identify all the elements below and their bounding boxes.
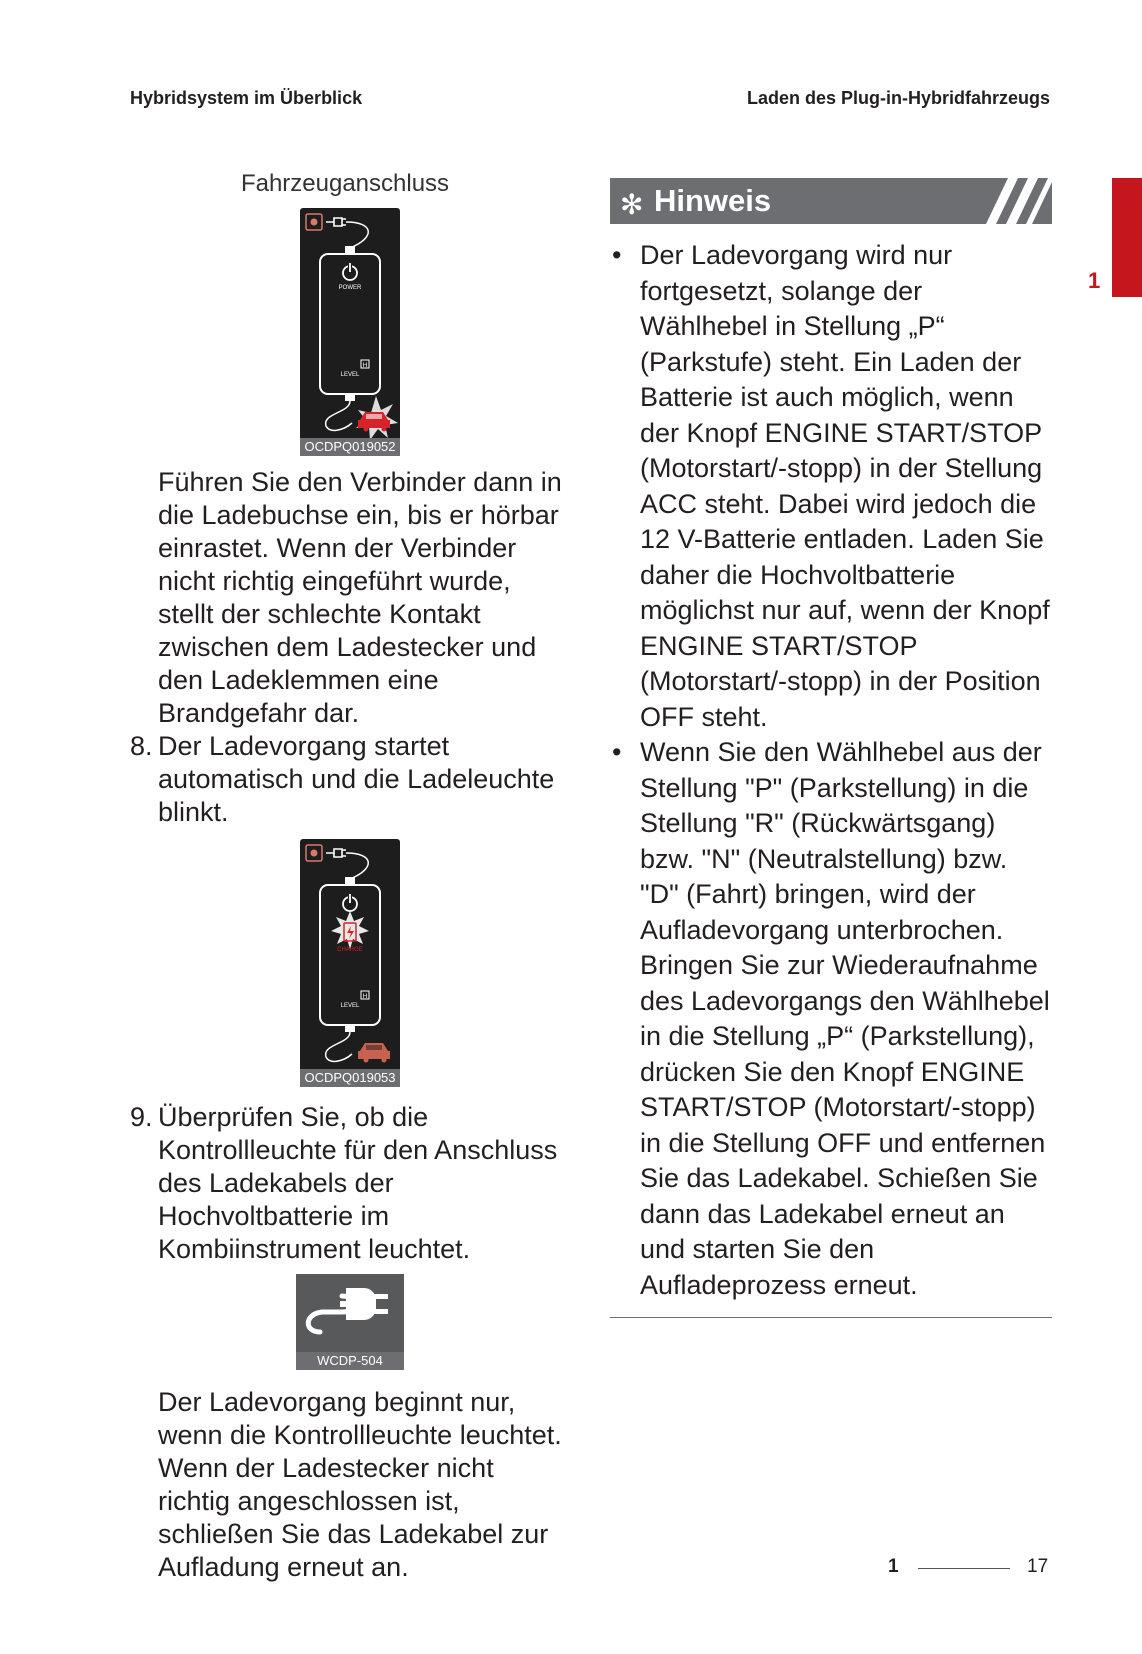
asterisk-icon: ✻ bbox=[620, 189, 644, 220]
note-header bbox=[610, 178, 1052, 224]
plug-icon bbox=[296, 1274, 404, 1352]
charge-label: CHARGE bbox=[337, 947, 363, 953]
note-bullet bbox=[610, 238, 1052, 735]
step-number: 8. bbox=[130, 731, 153, 761]
step-9 bbox=[130, 1101, 570, 1266]
page-number: 17 bbox=[1027, 1556, 1049, 1577]
charger-unit-illustration bbox=[300, 208, 400, 438]
level-badge: H bbox=[362, 363, 368, 369]
power-label: POWER bbox=[338, 285, 362, 291]
figure-code: OCDPQ019052 bbox=[300, 438, 400, 456]
note-stripes-decoration bbox=[962, 178, 1052, 224]
level-label: LEVEL bbox=[340, 1003, 360, 1009]
level-badge: H bbox=[362, 994, 368, 1000]
note-bullets bbox=[610, 238, 1052, 1303]
charger-figure-charging bbox=[300, 839, 400, 1087]
step-text: Der Ladevorgang startet automatisch und die Ladeleuchte blinkt. bbox=[158, 731, 555, 827]
note-bullet-text: Wenn Sie den Wählhebel aus der Stellung "P" (Parkstellung) in die Stellung "R" (Rückwärtsgang) bzw. "N" (Neutralstellung) bzw. "D" (Fahrt) bringen, wird der Aufladevorgang unterbrochen. Bringen Sie zur Wiederaufnahme des Ladevorgangs den Wählhebel in die Stellung „P“ (Parkstellung), drücken Sie den Knopf ENGINE START/STOP (Motorstart/-stopp) in die Stellung OFF und entfernen Sie das Ladekabel. Schießen Sie dann das Ladekabel erneut an und starten Sie den Aufladeprozess erneut. bbox=[640, 737, 1050, 1300]
car-icon bbox=[358, 1043, 390, 1063]
note-title: Hinweis bbox=[654, 183, 772, 218]
right-column bbox=[610, 178, 1052, 1318]
figure-code: WCDP-504 bbox=[296, 1352, 404, 1370]
charging-cable-indicator-figure bbox=[296, 1274, 404, 1370]
bullet-symbol: • bbox=[612, 240, 622, 270]
running-header-chapter: Laden des Plug-in-Hybridfahrzeugs bbox=[746, 88, 1050, 108]
chapter-tab-number: 1 bbox=[1088, 268, 1101, 293]
chapter-tab bbox=[1112, 178, 1142, 297]
step-8 bbox=[130, 730, 570, 829]
level-label: LEVEL bbox=[340, 372, 360, 378]
figure-code: OCDPQ019053 bbox=[300, 1069, 400, 1087]
left-column bbox=[130, 170, 570, 1584]
footer-chapter: 1 bbox=[888, 1556, 899, 1577]
bullet-symbol: • bbox=[612, 737, 622, 767]
note-end-rule bbox=[610, 1317, 1052, 1318]
figure-caption: Fahrzeuganschluss bbox=[240, 170, 450, 197]
page-footer bbox=[0, 1556, 1142, 1586]
charger-charging-illustration bbox=[300, 839, 400, 1069]
paragraph-charging-start: Der Ladevorgang beginnt nur, wenn die Kontrollleuchte leuchtet. Wenn der Ladestecker nicht richtig angeschlossen ist, schließen Sie das Ladekabel zur Aufladung erneut an. bbox=[158, 1387, 562, 1582]
paragraph-connector-insert: Führen Sie den Verbinder dann in die Ladebuchse ein, bis er hörbar einrastet. Wenn der Verbinder nicht richtig eingeführt wurde, stellt der schlechte Kontakt zwischen dem Ladestecker und den Ladeklemmen eine Brandgefahr dar. bbox=[158, 467, 562, 728]
charger-figure-connect bbox=[300, 208, 400, 456]
step-text: Überprüfen Sie, ob die Kontrollleuchte für den Anschluss des Ladekabels der Hochvoltbatterie im Kombiinstrument leuchtet. bbox=[158, 1102, 558, 1264]
step-number: 9. bbox=[130, 1102, 153, 1132]
note-bullet-text: Der Ladevorgang wird nur fortgesetzt, solange der Wählhebel in Stellung „P“ (Parkstufe) steht. Ein Laden der Batterie ist auch möglich, wenn der Knopf ENGINE START/STOP (Motorstart/-stopp) in der Stellung ACC steht. Dabei wird jedoch die 12 V-Batterie entladen. Laden Sie daher die Hochvoltbatterie möglichst nur auf, wenn der Knopf ENGINE START/STOP (Motorstart/-stopp) in der Position OFF steht. bbox=[640, 240, 1050, 732]
note-bullet bbox=[610, 735, 1052, 1303]
running-header-section: Hybridsystem im Überblick bbox=[130, 88, 363, 108]
footer-rule bbox=[918, 1568, 1010, 1569]
